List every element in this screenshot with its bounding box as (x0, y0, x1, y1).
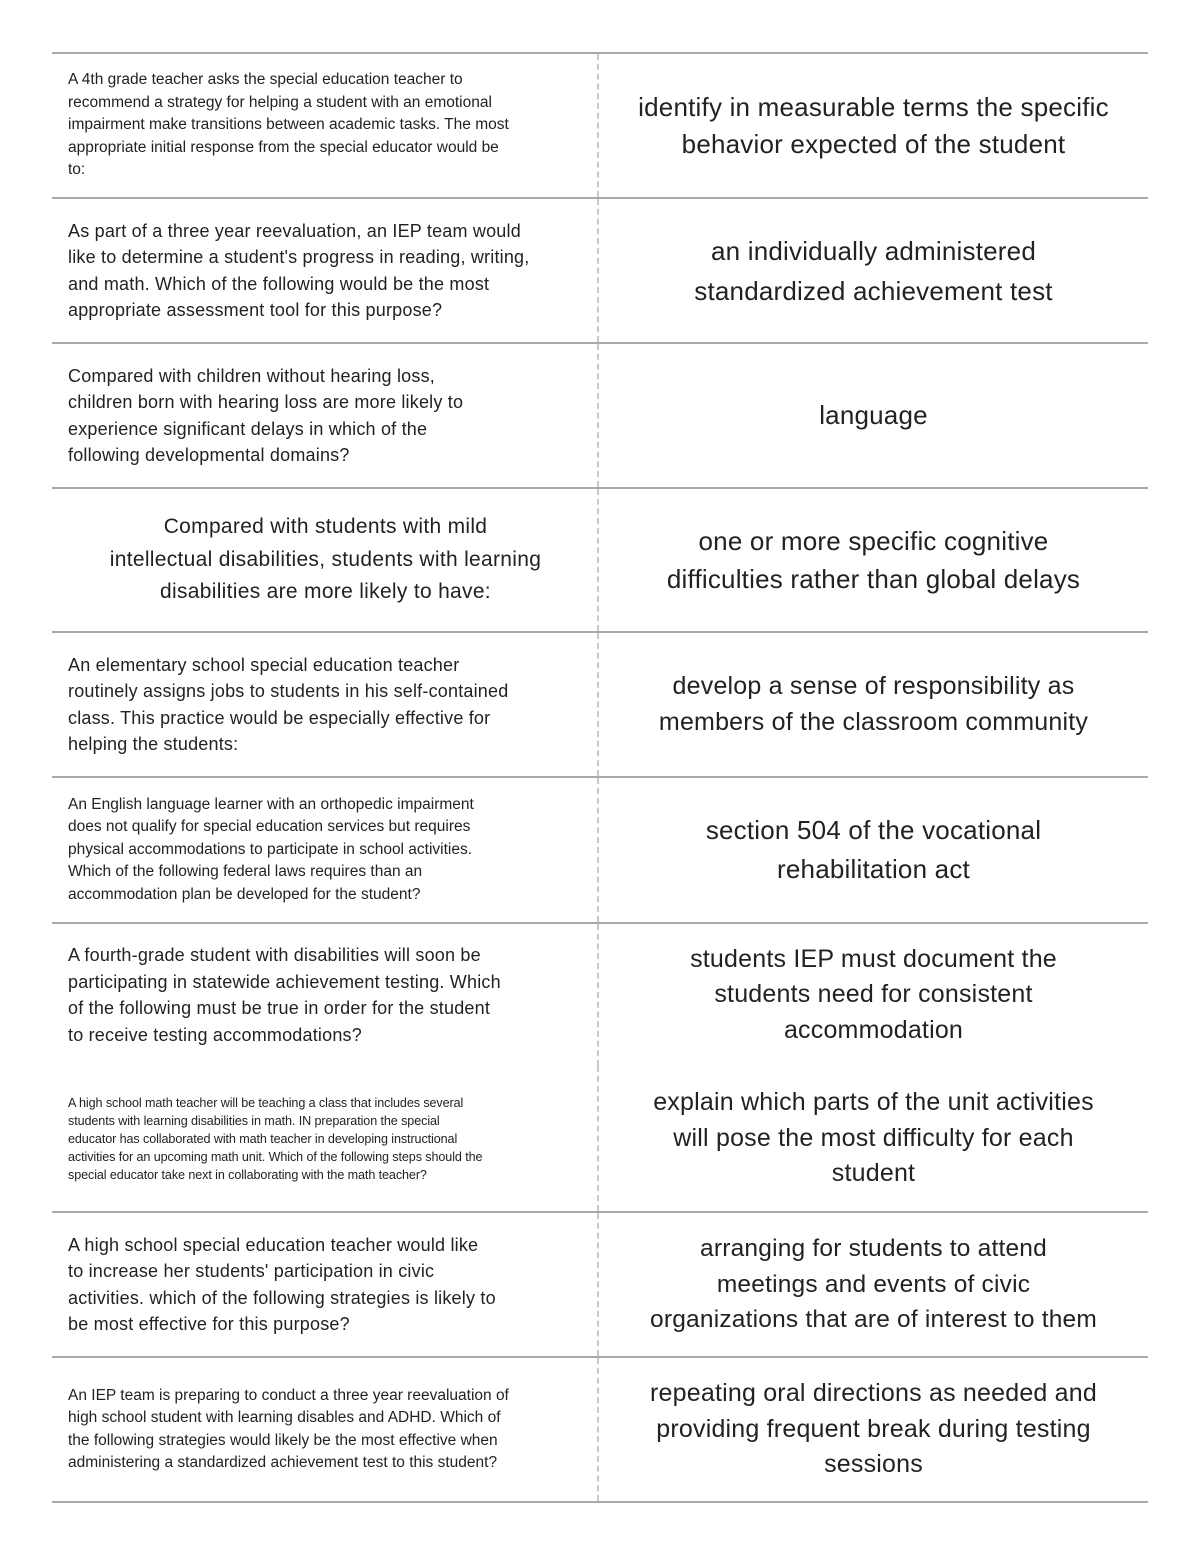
flashcard-row (52, 1211, 1148, 1356)
question-text: Compared with children without hearing loss, children born with hearing loss are more likely to experience significant delays in which of the following developmental domains? (68, 365, 464, 465)
question-cell (52, 1066, 599, 1211)
flashcard-row (52, 1066, 1148, 1211)
question-text: An English language learner with an orthopedic impairment does not qualify for special education services but requires physical accommodations to participate in school activities. Which of the following federal laws requires than an accommodation plan be developed for the student? (68, 795, 474, 903)
question-cell (52, 344, 599, 487)
answer-text: one or more specific cognitive difficulties rather than global delays (666, 526, 1081, 594)
question-text: An elementary school special education teacher routinely assigns jobs to students in his self-contained class. This practice would be especially effective for helping the students: (68, 654, 509, 754)
answer-cell (599, 633, 1148, 776)
question-cell (52, 778, 599, 922)
flashcard-row (52, 776, 1148, 922)
answer-text: develop a sense of responsibility as members of the classroom community (658, 672, 1089, 736)
flashcard-row (52, 342, 1148, 487)
question-cell (52, 1358, 599, 1501)
question-cell (52, 633, 599, 776)
question-cell (52, 1213, 599, 1356)
flashcard-sheet (52, 52, 1148, 1503)
answer-cell (599, 1066, 1148, 1211)
question-text: As part of a three year reevaluation, an IEP team would like to determine a student's progress in reading, writing, and math. Which of the following would be the most appropriate assessment tool for this purpose? (68, 220, 530, 320)
answer-cell (599, 489, 1148, 631)
question-text: A fourth-grade student with disabilities will soon be participating in statewide achievement testing. Which of the following must be true in order for the student to receive testing accommodations? (68, 945, 501, 1045)
answer-cell (599, 778, 1148, 922)
question-cell (52, 489, 599, 631)
flashcard-row (52, 197, 1148, 342)
flashcard-row (52, 52, 1148, 197)
question-text: A 4th grade teacher asks the special education teacher to recommend a strategy for helping a student with an emotional impairment make transitions between academic tasks. The most appropriate initial response from the special educator would be to: (68, 71, 509, 179)
flashcard-row (52, 487, 1148, 631)
answer-text: students IEP must document the students need for consistent accommodation (690, 944, 1057, 1044)
flashcard-row (52, 922, 1148, 1066)
question-cell (52, 54, 599, 197)
answer-text: section 504 of the vocational rehabilitation act (705, 815, 1042, 884)
answer-cell (599, 1358, 1148, 1501)
answer-text: repeating oral directions as needed and providing frequent break during testing sessions (650, 1379, 1097, 1479)
answer-text: explain which parts of the unit activities will pose the most difficulty for each student (653, 1088, 1094, 1188)
answer-cell (599, 54, 1148, 197)
question-cell (52, 924, 599, 1066)
question-cell (52, 199, 599, 342)
question-text: Compared with students with mild intellectual disabilities, students with learning disabilities are more likely to have: (109, 515, 542, 604)
question-text: An IEP team is preparing to conduct a three year reevaluation of high school student with learning disables and ADHD. Which of the following strategies would likely be the most effective when administering a standardized achievement test to this student? (68, 1386, 509, 1471)
answer-cell (599, 1213, 1148, 1356)
flashcard-row (52, 1356, 1148, 1503)
answer-cell (599, 344, 1148, 487)
answer-text: arranging for students to attend meetings and events of civic organizations that are of interest to them (650, 1235, 1097, 1334)
answer-text: language (819, 400, 928, 430)
question-text: A high school special education teacher would like to increase her students' participation in civic activities. which of the following strategies is likely to be most effective for this purpose? (68, 1234, 496, 1334)
flashcard-row (52, 631, 1148, 776)
answer-text: identify in measurable terms the specific behavior expected of the student (638, 91, 1109, 159)
answer-cell (599, 924, 1148, 1066)
answer-cell (599, 199, 1148, 342)
answer-text: an individually administered standardized achievement test (694, 235, 1053, 306)
question-text: A high school math teacher will be teaching a class that includes several students with learning disabilities in math. IN preparation the special educator has collaborated with math teacher in developing instructional activities for an upcoming math unit. Which of the following steps should the special educator take next in collaborating with the math teacher? (68, 1095, 483, 1182)
